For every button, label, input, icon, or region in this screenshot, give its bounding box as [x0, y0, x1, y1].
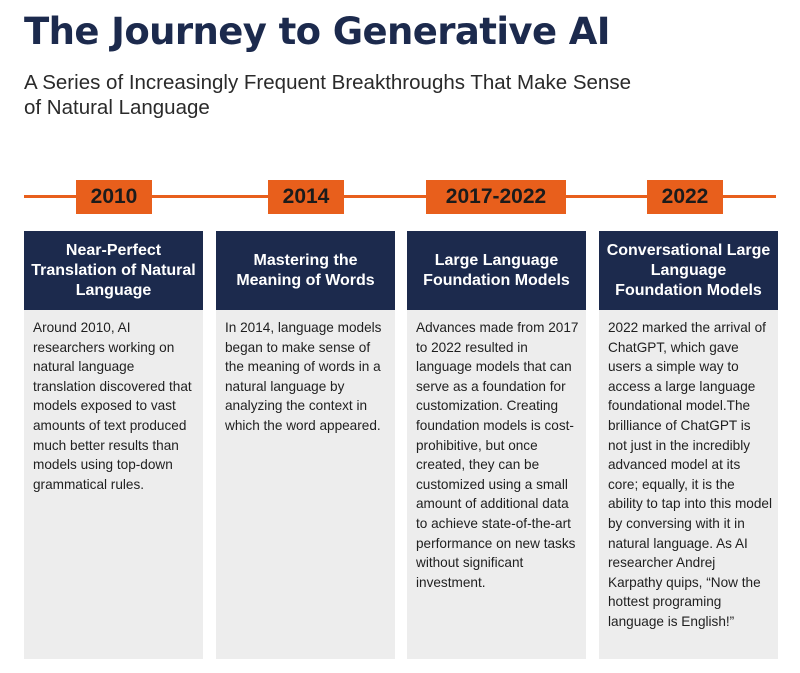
milestone-description: Advances made from 2017 to 2022 resulted in language models that can serve as a foundation for customization. Creating foundation models is cost-prohibitive, but once created, they can be customized using a small amount of additional data to achieve state-of-the-art performance on new tasks without significant investment. — [416, 320, 579, 590]
milestone-description: In 2014, language models began to make sense of the meaning of words in a natural language by analyzing the context in which the word appeared. — [225, 320, 382, 433]
milestone-heading: Mastering the Meaning of Words — [216, 231, 395, 310]
page-subtitle: A Series of Increasingly Frequent Breakthroughs That Make Sense of Natural Language — [24, 71, 631, 119]
milestone-card-2010 — [24, 231, 203, 659]
milestone-heading: Near-Perfect Translation of Natural Language — [24, 231, 203, 310]
milestone-heading: Large Language Foundation Models — [407, 231, 586, 310]
milestone-card-2022 — [599, 231, 778, 659]
milestone-description: 2022 marked the arrival of ChatGPT, which gave users a simple way to access a large language foundational model.The brilliance of ChatGPT is not just in the incredibly advanced model at its core; equally, it is the ability to tap into this model by conversing with it in natural language. As AI researcher Andrej Karpathy quips, “Now the hottest programing language is English!” — [608, 320, 772, 629]
year-badge-2014: 2014 — [268, 180, 344, 214]
milestone-card-2014 — [216, 231, 395, 659]
milestone-description: Around 2010, AI researchers working on natural language translation discovered that models exposed to vast amounts of text produced much better results than models using top-down grammatical rules. — [33, 320, 192, 492]
year-badge-2017-2022: 2017-2022 — [426, 180, 566, 214]
year-badge-2010: 2010 — [76, 180, 152, 214]
milestone-heading: Conversational Large Language Foundation Models — [599, 231, 778, 310]
page-title: The Journey to Generative AI — [24, 10, 610, 53]
year-badge-2022: 2022 — [647, 180, 723, 214]
milestone-card-2017-2022 — [407, 231, 586, 659]
